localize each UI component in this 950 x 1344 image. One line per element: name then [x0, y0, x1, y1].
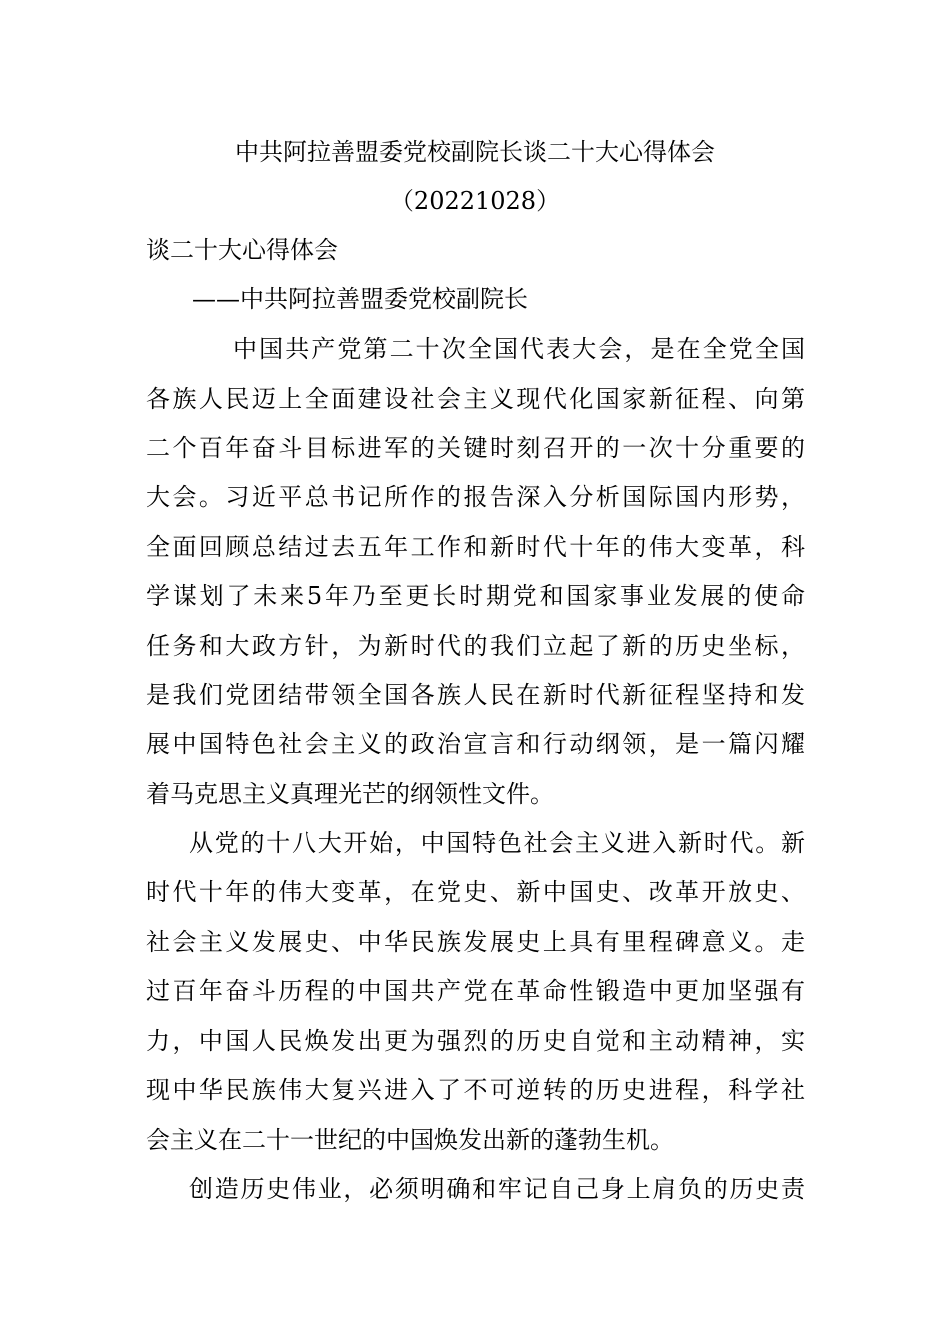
paragraph-line: 现中华民族伟大复兴进入了不可逆转的历史进程，科学社	[146, 1076, 805, 1104]
paragraph-line: 展中国特色社会主义的政治宣言和行动纲领，是一篇闪耀	[146, 730, 805, 758]
author-byline: ——中共阿拉善盟委党校副院长	[192, 285, 528, 313]
paragraph-line: 各族人民迈上全面建设社会主义现代化国家新征程、向第	[146, 385, 805, 413]
paragraph-line: 着马克思主义真理光芒的纲领性文件。	[146, 780, 554, 808]
paragraph-line: 创造历史伟业，必须明确和牢记自己身上肩负的历史责	[189, 1175, 805, 1203]
paragraph-line: 社会主义发展史、中华民族发展史上具有里程碑意义。走	[146, 928, 805, 956]
paragraph-line: 任务和大政方针，为新时代的我们立起了新的历史坐标，	[146, 632, 805, 660]
document-title: 中共阿拉善盟委党校副院长谈二十大心得体会	[235, 138, 715, 166]
document-date: （20221028）	[389, 187, 561, 215]
paragraph-line: 是我们党团结带领全国各族人民在新时代新征程坚持和发	[146, 681, 805, 709]
paragraph-line: 会主义在二十一世纪的中国焕发出新的蓬勃生机。	[146, 1126, 674, 1154]
paragraph-line: 大会。习近平总书记所作的报告深入分析国际国内形势，	[146, 483, 805, 511]
paragraph-line: 二个百年奋斗目标进军的关键时刻召开的一次十分重要的	[146, 434, 805, 462]
paragraph-line: 力，中国人民焕发出更为强烈的历史自觉和主动精神，实	[146, 1027, 805, 1055]
paragraph-line: 学谋划了未来5年乃至更长时期党和国家事业发展的使命	[146, 582, 805, 610]
paragraph-line: 时代十年的伟大变革，在党史、新中国史、改革开放史、	[146, 878, 805, 906]
section-heading: 谈二十大心得体会	[146, 236, 338, 264]
paragraph-line: 中国共产党第二十次全国代表大会，是在全党全国	[233, 335, 805, 363]
paragraph-line: 全面回顾总结过去五年工作和新时代十年的伟大变革，科	[146, 533, 805, 561]
paragraph-line: 过百年奋斗历程的中国共产党在革命性锻造中更加坚强有	[146, 977, 805, 1005]
paragraph-line: 从党的十八大开始，中国特色社会主义进入新时代。新	[189, 829, 805, 857]
